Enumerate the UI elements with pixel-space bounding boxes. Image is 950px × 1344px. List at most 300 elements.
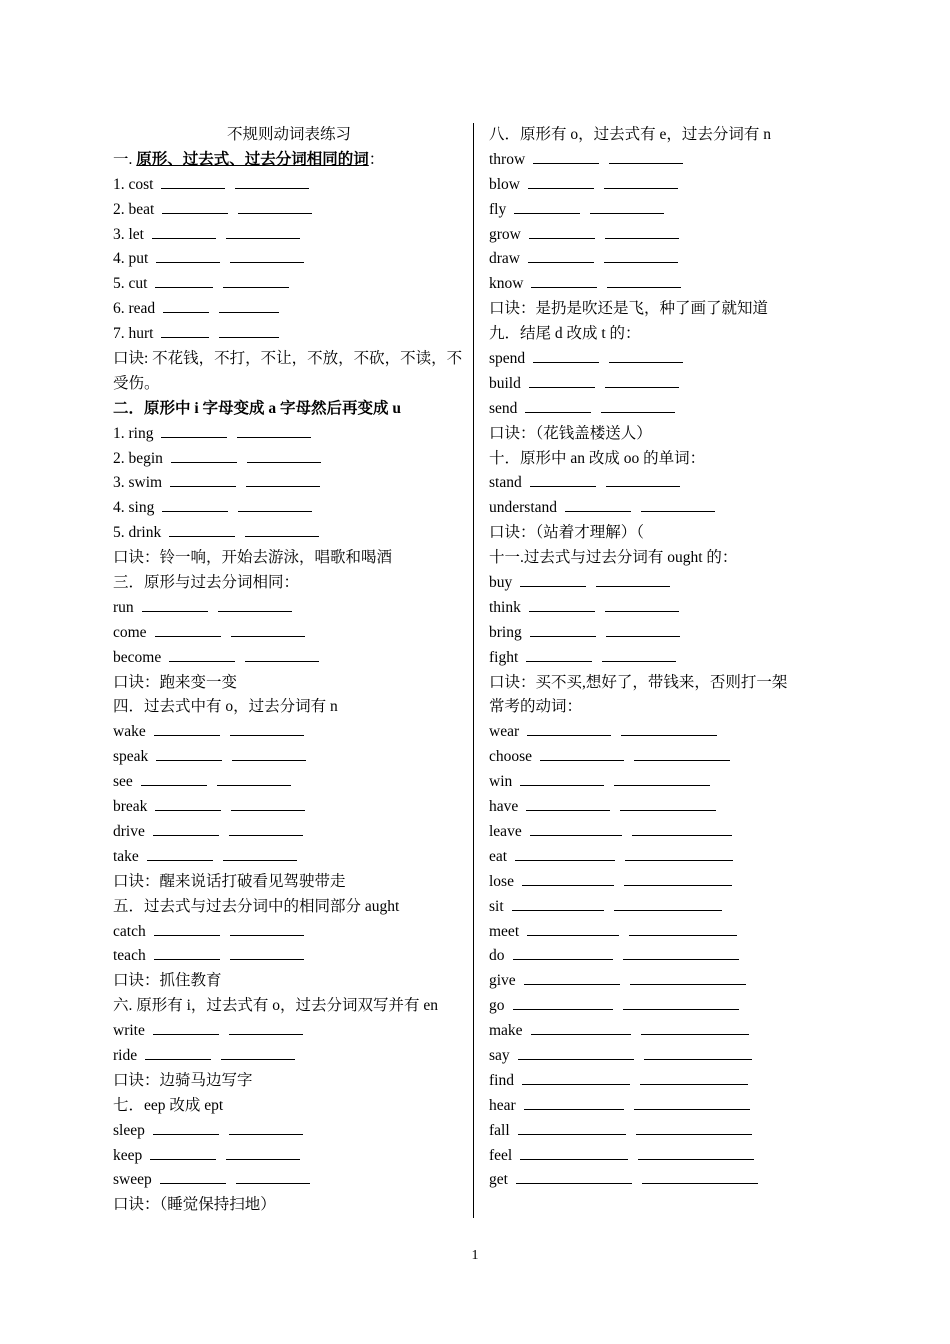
past-tense-blank[interactable] bbox=[527, 721, 611, 736]
exercise-row[interactable] bbox=[489, 646, 829, 671]
past-participle-blank[interactable] bbox=[245, 522, 319, 537]
past-tense-blank[interactable] bbox=[141, 771, 207, 786]
exercise-row[interactable] bbox=[489, 223, 829, 248]
line-text: 5. drink bbox=[113, 524, 162, 542]
exercise-row[interactable] bbox=[113, 646, 465, 671]
exercise-row[interactable] bbox=[113, 322, 465, 347]
line-text: 二．原形中 i 字母变成 a 字母然后再变成 u bbox=[113, 399, 402, 417]
exercise-row[interactable] bbox=[113, 920, 465, 945]
exercise-row[interactable] bbox=[489, 1069, 829, 1094]
text-line bbox=[113, 1193, 465, 1218]
past-tense-blank[interactable] bbox=[540, 746, 624, 761]
exercise-row[interactable] bbox=[113, 198, 465, 223]
text-line bbox=[489, 447, 829, 472]
past-participle-blank[interactable] bbox=[231, 622, 305, 637]
line-text: 口诀：醒来说话打破看见驾驶带走 bbox=[113, 872, 346, 890]
exercise-row[interactable] bbox=[113, 820, 465, 845]
line-text: 十一.过去式与过去分词有 ought 的： bbox=[489, 549, 738, 567]
past-tense-blank[interactable] bbox=[154, 921, 220, 936]
text-line bbox=[113, 546, 465, 571]
past-participle-blank[interactable] bbox=[590, 199, 664, 214]
past-participle-blank[interactable] bbox=[606, 472, 680, 487]
text-line bbox=[113, 870, 465, 895]
exercise-row[interactable] bbox=[489, 1044, 829, 1069]
line-text: 口诀：是扔是吹还是飞，种了画了就知道 bbox=[489, 300, 769, 318]
line-text: break bbox=[113, 798, 148, 816]
text-line bbox=[489, 546, 829, 571]
past-participle-blank[interactable] bbox=[229, 821, 303, 836]
exercise-row[interactable] bbox=[489, 621, 829, 646]
past-tense-blank[interactable] bbox=[161, 174, 225, 189]
past-participle-blank[interactable] bbox=[218, 597, 292, 612]
past-tense-blank[interactable] bbox=[169, 522, 235, 537]
past-tense-blank[interactable] bbox=[170, 472, 236, 487]
line-text: 3. swim bbox=[113, 474, 163, 492]
exercise-row[interactable] bbox=[489, 944, 829, 969]
line-text: think bbox=[489, 598, 521, 616]
past-tense-blank[interactable] bbox=[516, 1169, 632, 1184]
line-text: sit bbox=[489, 897, 504, 915]
past-tense-blank[interactable] bbox=[522, 1070, 630, 1085]
exercise-row[interactable] bbox=[113, 422, 465, 447]
line-text: 五．过去式与过去分词中的相同部分 aught bbox=[113, 897, 400, 915]
exercise-row[interactable] bbox=[113, 521, 465, 546]
line-text: buy bbox=[489, 574, 513, 592]
exercise-row[interactable] bbox=[489, 770, 829, 795]
exercise-row[interactable] bbox=[113, 496, 465, 521]
past-participle-blank[interactable] bbox=[247, 448, 321, 463]
past-participle-blank[interactable] bbox=[623, 945, 739, 960]
text-line bbox=[489, 297, 829, 322]
past-participle-blank[interactable] bbox=[605, 224, 679, 239]
exercise-row[interactable] bbox=[489, 969, 829, 994]
exercise-row[interactable] bbox=[489, 1094, 829, 1119]
line-text: blow bbox=[489, 175, 520, 193]
past-tense-blank[interactable] bbox=[171, 448, 237, 463]
exercise-row[interactable] bbox=[489, 845, 829, 870]
past-tense-blank[interactable] bbox=[162, 497, 228, 512]
line-text: throw bbox=[489, 150, 526, 168]
past-tense-blank[interactable] bbox=[530, 472, 596, 487]
past-participle-blank[interactable] bbox=[625, 846, 733, 861]
line-text: 4. put bbox=[113, 250, 149, 268]
line-text: 口诀：（睡觉保持扫地） bbox=[113, 1196, 276, 1214]
line-text: come bbox=[113, 623, 147, 641]
line-text: 十．原形中 an 改成 oo 的单词： bbox=[489, 449, 706, 467]
exercise-row[interactable] bbox=[489, 870, 829, 895]
line-text: draw bbox=[489, 250, 520, 268]
past-participle-blank[interactable] bbox=[246, 472, 320, 487]
past-tense-blank[interactable] bbox=[155, 622, 221, 637]
line-text: become bbox=[113, 648, 162, 666]
text-line bbox=[489, 521, 829, 546]
line-text: choose bbox=[489, 748, 533, 766]
past-participle-blank[interactable] bbox=[230, 248, 304, 263]
line-text: sleep bbox=[113, 1121, 145, 1139]
past-participle-blank[interactable] bbox=[605, 373, 679, 388]
past-tense-blank[interactable] bbox=[533, 348, 599, 363]
past-participle-blank[interactable] bbox=[226, 224, 300, 239]
exercise-row[interactable] bbox=[489, 920, 829, 945]
past-tense-blank[interactable] bbox=[520, 572, 586, 587]
line-text: get bbox=[489, 1171, 508, 1189]
line-text: fall bbox=[489, 1121, 510, 1139]
text-line bbox=[489, 322, 829, 347]
text-line bbox=[113, 123, 465, 148]
line-text: 2. beat bbox=[113, 200, 155, 218]
exercise-row[interactable] bbox=[489, 795, 829, 820]
line-text: run bbox=[113, 598, 134, 616]
past-participle-blank[interactable] bbox=[605, 597, 679, 612]
exercise-row[interactable] bbox=[113, 944, 465, 969]
past-tense-blank[interactable] bbox=[154, 721, 220, 736]
past-tense-blank[interactable] bbox=[152, 224, 216, 239]
line-text: 口诀：（花钱盖楼送人） bbox=[489, 424, 652, 442]
exercise-row[interactable] bbox=[113, 621, 465, 646]
page-number: 1 bbox=[471, 1248, 479, 1263]
past-participle-blank[interactable] bbox=[238, 199, 312, 214]
text-line bbox=[113, 1094, 465, 1119]
line-text: give bbox=[489, 972, 516, 990]
line-text: bring bbox=[489, 623, 522, 641]
line-text: 6. read bbox=[113, 300, 156, 318]
past-participle-blank[interactable] bbox=[614, 771, 710, 786]
exercise-row[interactable] bbox=[489, 1019, 829, 1044]
past-tense-blank[interactable] bbox=[145, 1045, 211, 1060]
past-tense-blank[interactable] bbox=[522, 871, 614, 886]
exercise-row[interactable] bbox=[113, 1168, 465, 1193]
past-tense-blank[interactable] bbox=[147, 846, 213, 861]
line-text: catch bbox=[113, 922, 146, 940]
past-participle-blank[interactable] bbox=[230, 721, 304, 736]
exercise-row[interactable] bbox=[113, 795, 465, 820]
text-line bbox=[113, 994, 465, 1019]
exercise-row[interactable] bbox=[489, 1119, 829, 1144]
line-text: 口诀: 不花钱，不打，不让，不放，不砍，不读，不 bbox=[113, 350, 463, 368]
exercise-row[interactable] bbox=[489, 1144, 829, 1169]
past-tense-blank[interactable] bbox=[518, 1120, 626, 1135]
line-text: 六. 原形有 i，过去式有 o，过去分词双写并有 en bbox=[113, 997, 439, 1015]
past-tense-blank[interactable] bbox=[154, 945, 220, 960]
line-text: 口诀：（站着才理解）（ bbox=[489, 524, 645, 542]
past-tense-blank[interactable] bbox=[530, 622, 596, 637]
line-text: speak bbox=[113, 748, 149, 766]
line-text: go bbox=[489, 997, 505, 1015]
past-participle-blank[interactable] bbox=[629, 921, 737, 936]
line-text: eat bbox=[489, 847, 508, 865]
line-text: 3. let bbox=[113, 225, 144, 243]
line-text: 口诀：买不买,想好了，带钱来，否则打一架 bbox=[489, 673, 788, 691]
past-tense-blank[interactable] bbox=[153, 1120, 219, 1135]
past-participle-blank[interactable] bbox=[219, 298, 279, 313]
exercise-row[interactable] bbox=[113, 223, 465, 248]
past-participle-blank[interactable] bbox=[601, 398, 675, 413]
line-text: take bbox=[113, 847, 139, 865]
past-participle-blank[interactable] bbox=[606, 622, 680, 637]
past-tense-blank[interactable] bbox=[529, 597, 595, 612]
line-text: meet bbox=[489, 922, 520, 940]
line-text: spend bbox=[489, 350, 526, 368]
exercise-row[interactable] bbox=[113, 1144, 465, 1169]
line-text: hear bbox=[489, 1096, 516, 1114]
past-tense-blank[interactable] bbox=[520, 771, 604, 786]
past-participle-blank[interactable] bbox=[638, 1145, 754, 1160]
past-tense-blank[interactable] bbox=[142, 597, 208, 612]
past-participle-blank[interactable] bbox=[230, 921, 304, 936]
past-tense-blank[interactable] bbox=[526, 796, 610, 811]
exercise-row[interactable] bbox=[113, 720, 465, 745]
past-tense-blank[interactable] bbox=[153, 1020, 219, 1035]
past-tense-blank[interactable] bbox=[527, 921, 619, 936]
line-text: keep bbox=[113, 1146, 143, 1164]
line-text: 1. ring bbox=[113, 424, 154, 442]
past-participle-blank[interactable] bbox=[630, 970, 746, 985]
past-tense-blank[interactable] bbox=[524, 970, 620, 985]
past-tense-blank[interactable] bbox=[161, 323, 209, 338]
past-tense-blank[interactable] bbox=[153, 821, 219, 836]
past-participle-blank[interactable] bbox=[230, 945, 304, 960]
exercise-row[interactable] bbox=[489, 397, 829, 422]
exercise-row[interactable] bbox=[113, 272, 465, 297]
text-line bbox=[113, 571, 465, 596]
past-participle-blank[interactable] bbox=[607, 273, 681, 288]
line-text: build bbox=[489, 374, 521, 392]
exercise-row[interactable] bbox=[113, 1044, 465, 1069]
exercise-row[interactable] bbox=[113, 297, 465, 322]
past-tense-blank[interactable] bbox=[512, 896, 604, 911]
past-participle-blank[interactable] bbox=[229, 1020, 303, 1035]
line-text: lose bbox=[489, 872, 514, 890]
line-text: fight bbox=[489, 648, 519, 666]
exercise-row[interactable] bbox=[489, 1168, 829, 1193]
line-text: find bbox=[489, 1071, 514, 1089]
line-text: 三．原形与过去分词相同： bbox=[113, 574, 300, 592]
past-tense-blank[interactable] bbox=[513, 945, 613, 960]
right-column bbox=[489, 123, 829, 1193]
text-line bbox=[113, 397, 465, 422]
past-participle-blank[interactable] bbox=[614, 896, 722, 911]
past-tense-blank[interactable] bbox=[150, 1145, 216, 1160]
past-participle-blank[interactable] bbox=[636, 1120, 752, 1135]
past-participle-blank[interactable] bbox=[641, 1020, 749, 1035]
exercise-row[interactable] bbox=[489, 720, 829, 745]
past-tense-blank[interactable] bbox=[520, 1145, 628, 1160]
past-participle-blank[interactable] bbox=[604, 248, 678, 263]
text-line bbox=[113, 695, 465, 720]
past-participle-blank[interactable] bbox=[219, 323, 279, 338]
past-participle-blank[interactable] bbox=[632, 821, 732, 836]
text-line bbox=[113, 372, 465, 397]
line-text: wear bbox=[489, 723, 520, 741]
exercise-row[interactable] bbox=[113, 447, 465, 472]
line-text: 口诀：抓住教育 bbox=[113, 972, 222, 990]
past-tense-blank[interactable] bbox=[531, 273, 597, 288]
exercise-row[interactable] bbox=[489, 994, 829, 1019]
past-participle-blank[interactable] bbox=[604, 174, 678, 189]
exercise-row[interactable] bbox=[489, 148, 829, 173]
exercise-row[interactable] bbox=[489, 895, 829, 920]
text-line bbox=[489, 123, 829, 148]
past-participle-blank[interactable] bbox=[217, 771, 291, 786]
exercise-row[interactable] bbox=[489, 372, 829, 397]
line-text: 2. begin bbox=[113, 449, 163, 467]
past-participle-blank[interactable] bbox=[602, 647, 676, 662]
past-participle-blank[interactable] bbox=[624, 871, 732, 886]
line-text: stand bbox=[489, 474, 522, 492]
line-text: fly bbox=[489, 200, 507, 218]
line-text: write bbox=[113, 1022, 145, 1040]
line-text: 口诀：铃一响，开始去游泳，唱歌和喝酒 bbox=[113, 549, 393, 567]
past-tense-blank[interactable] bbox=[528, 174, 594, 189]
line-text: 一. bbox=[113, 150, 137, 168]
line-text: 口诀：跑来变一变 bbox=[113, 673, 238, 691]
line-text: 八．原形有 o，过去式有 e，过去分词有 n bbox=[489, 126, 772, 143]
exercise-row[interactable] bbox=[489, 198, 829, 223]
past-participle-blank[interactable] bbox=[236, 1169, 310, 1184]
past-tense-blank[interactable] bbox=[531, 1020, 631, 1035]
exercise-row[interactable] bbox=[113, 173, 465, 198]
exercise-row[interactable] bbox=[489, 596, 829, 621]
underlined-heading: 原形、过去式、过去分词相同的词 bbox=[136, 150, 369, 168]
past-tense-blank[interactable] bbox=[162, 199, 228, 214]
column-divider bbox=[473, 123, 474, 1218]
past-participle-blank[interactable] bbox=[644, 1045, 752, 1060]
exercise-row[interactable] bbox=[113, 1019, 465, 1044]
past-tense-blank[interactable] bbox=[169, 647, 235, 662]
line-text: know bbox=[489, 275, 524, 293]
line-text: sweep bbox=[113, 1171, 152, 1189]
past-participle-blank[interactable] bbox=[620, 796, 716, 811]
past-tense-blank[interactable] bbox=[515, 846, 615, 861]
exercise-row[interactable] bbox=[113, 845, 465, 870]
past-participle-blank[interactable] bbox=[609, 149, 683, 164]
exercise-row[interactable] bbox=[489, 496, 829, 521]
line-text: 四．过去式中有 o，过去分词有 n bbox=[113, 698, 338, 716]
exercise-row[interactable] bbox=[113, 1119, 465, 1144]
past-participle-blank[interactable] bbox=[621, 721, 717, 736]
past-participle-blank[interactable] bbox=[642, 1169, 758, 1184]
past-tense-blank[interactable] bbox=[530, 821, 622, 836]
past-participle-blank[interactable] bbox=[238, 497, 312, 512]
past-participle-blank[interactable] bbox=[226, 1145, 300, 1160]
line-text: grow bbox=[489, 225, 521, 243]
exercise-row[interactable] bbox=[113, 745, 465, 770]
text-line bbox=[113, 895, 465, 920]
past-participle-blank[interactable] bbox=[221, 1045, 295, 1060]
past-tense-blank[interactable] bbox=[524, 1095, 624, 1110]
line-text: drive bbox=[113, 822, 145, 840]
exercise-row[interactable] bbox=[489, 272, 829, 297]
heading-suffix: ： bbox=[368, 150, 385, 168]
line-text: 九．结尾 d 改成 t 的： bbox=[489, 325, 641, 343]
past-participle-blank[interactable] bbox=[232, 746, 306, 761]
past-participle-blank[interactable] bbox=[237, 423, 311, 438]
past-tense-blank[interactable] bbox=[513, 995, 613, 1010]
past-tense-blank[interactable] bbox=[533, 149, 599, 164]
past-participle-blank[interactable] bbox=[229, 1120, 303, 1135]
past-tense-blank[interactable] bbox=[525, 398, 591, 413]
exercise-row[interactable] bbox=[489, 347, 829, 372]
past-participle-blank[interactable] bbox=[640, 1070, 748, 1085]
line-text: 受伤。 bbox=[113, 374, 160, 392]
past-participle-blank[interactable] bbox=[223, 273, 289, 288]
line-text: 1. cost bbox=[113, 175, 154, 193]
past-tense-blank[interactable] bbox=[161, 423, 227, 438]
exercise-row[interactable] bbox=[113, 247, 465, 272]
past-tense-blank[interactable] bbox=[156, 746, 222, 761]
past-tense-blank[interactable] bbox=[526, 647, 592, 662]
past-tense-blank[interactable] bbox=[529, 224, 595, 239]
line-text: teach bbox=[113, 947, 146, 965]
line-text: say bbox=[489, 1046, 510, 1064]
past-participle-blank[interactable] bbox=[245, 647, 319, 662]
line-text: feel bbox=[489, 1146, 513, 1164]
exercise-row[interactable] bbox=[489, 173, 829, 198]
exercise-row[interactable] bbox=[489, 471, 829, 496]
text-line bbox=[489, 671, 829, 696]
past-tense-blank[interactable] bbox=[155, 273, 213, 288]
line-text: 5. cut bbox=[113, 275, 148, 293]
past-participle-blank[interactable] bbox=[634, 746, 730, 761]
line-text: make bbox=[489, 1022, 523, 1040]
past-tense-blank[interactable] bbox=[163, 298, 209, 313]
exercise-row[interactable] bbox=[489, 571, 829, 596]
exercise-row[interactable] bbox=[113, 596, 465, 621]
line-text: understand bbox=[489, 499, 558, 517]
line-text: 口诀：边骑马边写字 bbox=[113, 1071, 253, 1089]
text-line bbox=[113, 1069, 465, 1094]
past-participle-blank[interactable] bbox=[623, 995, 739, 1010]
past-tense-blank[interactable] bbox=[518, 1045, 634, 1060]
line-text: win bbox=[489, 773, 513, 791]
past-participle-blank[interactable] bbox=[641, 497, 715, 512]
past-tense-blank[interactable] bbox=[565, 497, 631, 512]
past-tense-blank[interactable] bbox=[155, 796, 221, 811]
text-line bbox=[489, 422, 829, 447]
exercise-row[interactable] bbox=[489, 745, 829, 770]
line-text: 常考的动词： bbox=[489, 698, 583, 716]
line-text: do bbox=[489, 947, 505, 965]
past-tense-blank[interactable] bbox=[160, 1169, 226, 1184]
exercise-row[interactable] bbox=[489, 820, 829, 845]
past-participle-blank[interactable] bbox=[609, 348, 683, 363]
past-tense-blank[interactable] bbox=[528, 248, 594, 263]
exercise-row[interactable] bbox=[489, 247, 829, 272]
line-text: leave bbox=[489, 822, 522, 840]
line-text: wake bbox=[113, 723, 146, 741]
text-line bbox=[113, 671, 465, 696]
line-text: 4. sing bbox=[113, 499, 155, 517]
past-tense-blank[interactable] bbox=[514, 199, 580, 214]
past-participle-blank[interactable] bbox=[223, 846, 297, 861]
exercise-row[interactable] bbox=[113, 471, 465, 496]
line-text: 7. hurt bbox=[113, 325, 154, 343]
past-tense-blank[interactable] bbox=[156, 248, 220, 263]
line-text: see bbox=[113, 773, 133, 791]
line-text: 不规则动词表练习 bbox=[226, 126, 351, 143]
text-line bbox=[113, 148, 465, 173]
past-participle-blank[interactable] bbox=[231, 796, 305, 811]
line-text: ride bbox=[113, 1046, 138, 1064]
past-participle-blank[interactable] bbox=[596, 572, 670, 587]
left-column bbox=[113, 123, 465, 1218]
past-participle-blank[interactable] bbox=[634, 1095, 750, 1110]
line-text: have bbox=[489, 798, 519, 816]
exercise-row[interactable] bbox=[113, 770, 465, 795]
text-line bbox=[113, 347, 465, 372]
past-tense-blank[interactable] bbox=[529, 373, 595, 388]
past-participle-blank[interactable] bbox=[235, 174, 309, 189]
